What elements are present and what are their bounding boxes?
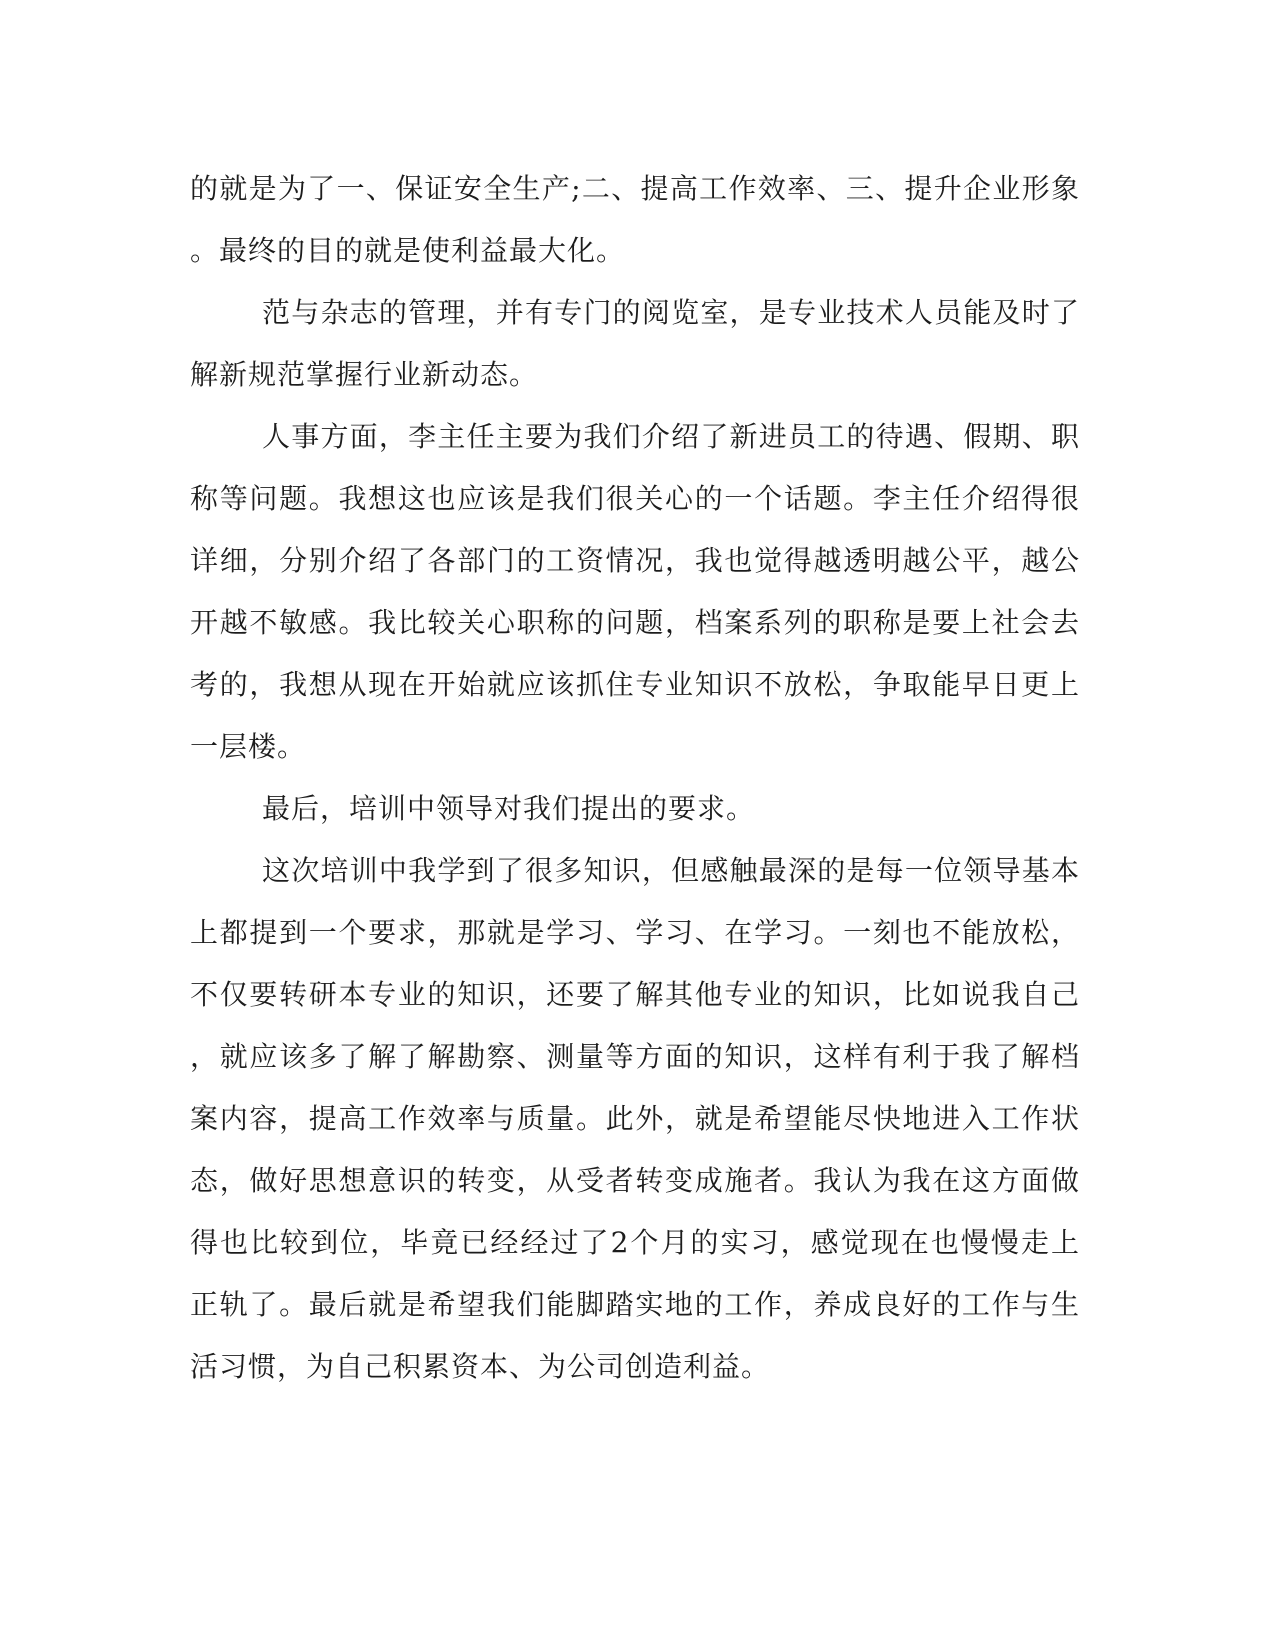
text-line: 得也比较到位，毕竟已经经过了2个月的实习，感觉现在也慢慢走上 bbox=[190, 1226, 1080, 1259]
text-line: 态，做好思想意识的转变，从受者转变成施者。我认为我在这方面做 bbox=[190, 1164, 1080, 1197]
text-line: 人事方面，李主任主要为我们介绍了新进员工的待遇、假期、职 bbox=[262, 420, 1080, 453]
text-line: 考的，我想从现在开始就应该抓住专业知识不放松，争取能早日更上 bbox=[190, 668, 1080, 701]
text-line: 详细，分别介绍了各部门的工资情况，我也觉得越透明越公平，越公 bbox=[190, 544, 1080, 577]
text-line: 这次培训中我学到了很多知识，但感触最深的是每一位领导基本 bbox=[262, 854, 1080, 887]
text-line: 不仅要转研本专业的知识，还要了解其他专业的知识，比如说我自己 bbox=[190, 978, 1080, 1011]
text-line: 。最终的目的就是使利益最大化。 bbox=[190, 234, 626, 267]
text-line: 最后，培训中领导对我们提出的要求。 bbox=[262, 792, 756, 825]
document-body bbox=[190, 158, 1080, 1398]
text-line: 正轨了。最后就是希望我们能脚踏实地的工作，养成良好的工作与生 bbox=[190, 1288, 1080, 1321]
text-line: 称等问题。我想这也应该是我们很关心的一个话题。李主任介绍得很 bbox=[190, 482, 1080, 515]
text-line: ，就应该多了解了解勘察、测量等方面的知识，这样有利于我了解档 bbox=[190, 1040, 1080, 1073]
text-line: 活习惯，为自己积累资本、为公司创造利益。 bbox=[190, 1350, 771, 1383]
text-line: 案内容，提高工作效率与质量。此外，就是希望能尽快地进入工作状 bbox=[190, 1102, 1080, 1135]
text-line: 的就是为了一、保证安全生产;二、提高工作效率、三、提升企业形象 bbox=[190, 172, 1080, 205]
text-line: 范与杂志的管理，并有专门的阅览室，是专业技术人员能及时了 bbox=[262, 296, 1080, 329]
text-line: 解新规范掌握行业新动态。 bbox=[190, 358, 539, 391]
text-line: 上都提到一个要求，那就是学习、学习、在学习。一刻也不能放松， bbox=[190, 916, 1080, 949]
text-line: 一层楼。 bbox=[190, 730, 307, 763]
text-line: 开越不敏感。我比较关心职称的问题，档案系列的职称是要上社会去 bbox=[190, 606, 1080, 639]
